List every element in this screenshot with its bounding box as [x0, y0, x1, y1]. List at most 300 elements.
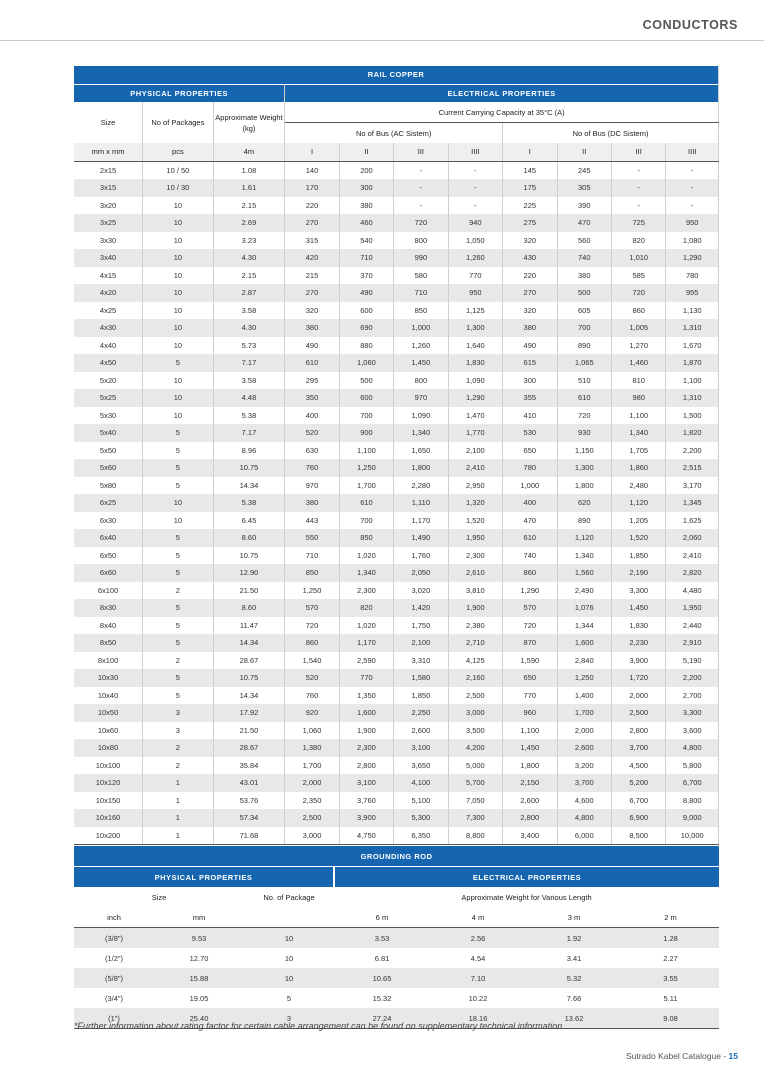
table-cell: 1,290: [666, 249, 719, 267]
table-cell: 2,600: [394, 722, 448, 740]
table-cell: 6,700: [666, 774, 719, 792]
table-cell: -: [666, 197, 719, 215]
table-cell: 53.76: [213, 792, 285, 810]
table-cell: 1,705: [611, 442, 665, 460]
table-cell: 200: [339, 161, 393, 179]
table-cell: 2,600: [503, 792, 557, 810]
table-cell: 14.34: [213, 477, 285, 495]
table-cell: 420: [285, 249, 339, 267]
table-row: [74, 319, 719, 337]
table-cell: 1,340: [611, 424, 665, 442]
table-row: [74, 161, 719, 179]
unit-header: III: [394, 143, 448, 161]
table-cell: 17.92: [213, 704, 285, 722]
table-cell: 630: [285, 442, 339, 460]
table-cell: 2,380: [448, 617, 502, 635]
table-cell: 1,170: [339, 634, 393, 652]
table-cell: 4x20: [74, 284, 143, 302]
table-cell: 1,800: [394, 459, 448, 477]
table-cell: 3.23: [213, 232, 285, 250]
table-cell: 1,830: [611, 617, 665, 635]
table-cell: 9,000: [666, 809, 719, 827]
table-cell: 443: [285, 512, 339, 530]
table-cell: 1,700: [557, 704, 611, 722]
table-cell: 1,820: [666, 424, 719, 442]
table-cell: 3,200: [557, 757, 611, 775]
table-cell: 5,100: [394, 792, 448, 810]
table-cell: 5,700: [448, 774, 502, 792]
table-cell: 6.45: [213, 512, 285, 530]
table-cell: 950: [666, 214, 719, 232]
table-cell: 1,860: [611, 459, 665, 477]
table-cell: 8,800: [448, 827, 502, 845]
table-cell: 900: [339, 424, 393, 442]
table-row: [74, 599, 719, 617]
table-cell: 3,900: [611, 652, 665, 670]
table-cell: 610: [557, 389, 611, 407]
table-cell: 7.66: [566, 993, 582, 1003]
table-cell: 1,290: [503, 582, 557, 600]
table-cell: 1,450: [503, 739, 557, 757]
table-cell: 175: [503, 179, 557, 197]
table-row: [74, 442, 719, 460]
table-cell: 13.62: [526, 1008, 622, 1029]
table-cell: 3x15: [74, 179, 143, 197]
table-row: [74, 197, 719, 215]
table-cell: 1,130: [666, 302, 719, 320]
table-row: [74, 267, 719, 285]
table-cell: 860: [611, 302, 665, 320]
table-cell: 570: [285, 599, 339, 617]
table-cell: 2,280: [394, 477, 448, 495]
table-cell: 5: [143, 442, 214, 460]
table-cell: 410: [503, 407, 557, 425]
table-cell: 12.90: [213, 564, 285, 582]
table-cell: 10: [143, 337, 214, 355]
table-cell: 5: [143, 687, 214, 705]
table-cell: 1,090: [394, 407, 448, 425]
table-row: [74, 407, 719, 425]
table-cell: 320: [503, 232, 557, 250]
table-cell: 600: [339, 302, 393, 320]
table-cell: 5: [143, 669, 214, 687]
table-row: [74, 354, 719, 372]
table-row: [74, 477, 719, 495]
table-row: [74, 774, 719, 792]
table-cell: 3,020: [394, 582, 448, 600]
table-cell: 380: [503, 319, 557, 337]
footer-separator: -: [723, 1051, 727, 1061]
unit-header: 2 m: [622, 907, 719, 928]
table-cell: 5.73: [213, 337, 285, 355]
table-cell: 10 / 50: [143, 161, 214, 179]
table-cell: 570: [503, 599, 557, 617]
unit-header: mm: [154, 907, 244, 928]
unit-header: [244, 907, 334, 928]
table-cell: 1,250: [339, 459, 393, 477]
table-cell: 3,100: [394, 739, 448, 757]
table-cell: 5,190: [666, 652, 719, 670]
table-cell: 4,800: [557, 809, 611, 827]
table-row: [74, 249, 719, 267]
table-row: [74, 214, 719, 232]
table-cell: 270: [503, 284, 557, 302]
table-cell: 2: [143, 582, 214, 600]
table-cell: 520: [285, 424, 339, 442]
table-cell: -: [611, 161, 665, 179]
grounding-rod-table: [74, 846, 719, 1029]
table-cell: 10.75: [213, 669, 285, 687]
table-cell: 2,230: [611, 634, 665, 652]
table-cell: 2,950: [448, 477, 502, 495]
table-cell: 10: [143, 249, 214, 267]
table-cell: 1,310: [666, 389, 719, 407]
table-cell: 71.68: [213, 827, 285, 845]
table-cell: 1,260: [394, 337, 448, 355]
table-cell: -: [666, 161, 719, 179]
table-cell: 470: [503, 512, 557, 530]
table-cell: 470: [557, 214, 611, 232]
table-cell: 6x25: [74, 494, 143, 512]
table-cell: 5: [143, 529, 214, 547]
table-cell: 725: [611, 214, 665, 232]
table-cell: 1.28: [622, 928, 719, 949]
table-cell: 1,640: [448, 337, 502, 355]
table-row: [74, 617, 719, 635]
table-row: [74, 792, 719, 810]
table-cell: 1,500: [666, 407, 719, 425]
table-cell: 355: [503, 389, 557, 407]
table-cell: 610: [285, 354, 339, 372]
table-cell: 5,300: [394, 809, 448, 827]
table-cell: 800: [394, 232, 448, 250]
table-cell: 3x20: [74, 197, 143, 215]
table-cell: 2,160: [448, 669, 502, 687]
table-cell: 4,500: [611, 757, 665, 775]
table-cell: 1,340: [339, 564, 393, 582]
table-cell: 890: [557, 337, 611, 355]
table-cell: 18.16: [430, 1008, 526, 1029]
dc-system-caption: No of Bus (DC Sistem): [503, 123, 719, 144]
table-cell: 3,000: [448, 704, 502, 722]
table-cell: 270: [285, 214, 339, 232]
table-cell: 720: [394, 214, 448, 232]
table-cell: 1,770: [448, 424, 502, 442]
table-cell: 1,080: [666, 232, 719, 250]
table-cell: 4,125: [448, 652, 502, 670]
table-cell: 1,625: [666, 512, 719, 530]
table-cell: 10.75: [213, 459, 285, 477]
table-cell: 10: [284, 953, 294, 963]
table-cell: 315: [285, 232, 339, 250]
table-cell: 550: [285, 529, 339, 547]
table-cell: 1,250: [557, 669, 611, 687]
table-cell: 1,100: [611, 407, 665, 425]
table-cell: 1,340: [394, 424, 448, 442]
table-cell: 225: [503, 197, 557, 215]
table-cell: 10: [143, 214, 214, 232]
table-cell: 1,076: [557, 599, 611, 617]
table-cell: 6,000: [557, 827, 611, 845]
table-cell: 1,830: [448, 354, 502, 372]
table-cell: 5,000: [448, 757, 502, 775]
ground-col-package-header: No. of Package: [244, 887, 334, 907]
table-cell: 3,000: [285, 827, 339, 845]
table-cell: 850: [285, 564, 339, 582]
table-cell: 2.15: [213, 267, 285, 285]
table-cell: 2,000: [557, 722, 611, 740]
table-cell: 1,090: [448, 372, 502, 390]
table-cell: 8x50: [74, 634, 143, 652]
table-row: [74, 948, 719, 968]
table-cell: 390: [557, 197, 611, 215]
ac-system-caption: No of Bus (AC Sistem): [285, 123, 503, 144]
table-cell: 1,600: [557, 634, 611, 652]
table-cell: 560: [557, 232, 611, 250]
table-cell: 1,290: [448, 389, 502, 407]
table-cell: 1,760: [394, 547, 448, 565]
table-cell: 6x30: [74, 512, 143, 530]
table-cell: 14.34: [213, 687, 285, 705]
table-cell: 4x40: [74, 337, 143, 355]
table-cell: 10 / 30: [143, 179, 214, 197]
table-cell: 2,200: [666, 669, 719, 687]
table-cell: 9.53: [154, 928, 244, 949]
table-cell: 490: [503, 337, 557, 355]
table-cell: 2,350: [285, 792, 339, 810]
units-row: [74, 143, 719, 161]
table-cell: 1: [143, 792, 214, 810]
table-cell: 5.32: [526, 968, 622, 988]
table-cell: 7,300: [448, 809, 502, 827]
table-cell: 2,190: [611, 564, 665, 582]
table-cell: 940: [448, 214, 502, 232]
table-cell: 11.47: [213, 617, 285, 635]
table-cell: 1,205: [611, 512, 665, 530]
table-cell: -: [611, 179, 665, 197]
table-cell: 710: [339, 249, 393, 267]
table-cell: 2,490: [557, 582, 611, 600]
table-cell: 3,400: [503, 827, 557, 845]
table-cell: 2.15: [213, 197, 285, 215]
unit-header: I: [285, 143, 339, 161]
unit-header: IIII: [666, 143, 719, 161]
table-cell: -: [611, 197, 665, 215]
table-cell: 1,720: [611, 669, 665, 687]
table-cell: 3.58: [213, 302, 285, 320]
table-cell: 220: [503, 267, 557, 285]
table-cell: 5x80: [74, 477, 143, 495]
table-cell: 25.40: [154, 1008, 244, 1029]
table-cell: 720: [285, 617, 339, 635]
table-cell: 12.70: [189, 953, 209, 963]
table-cell: 4,200: [448, 739, 502, 757]
table-cell: -: [448, 179, 502, 197]
table-cell: 4,100: [394, 774, 448, 792]
table-cell: 2,300: [339, 739, 393, 757]
table-cell: 1,470: [448, 407, 502, 425]
table-cell: 400: [285, 407, 339, 425]
table-cell: 305: [557, 179, 611, 197]
table-cell: 5: [143, 599, 214, 617]
table-cell: 720: [557, 407, 611, 425]
table-cell: 770: [339, 669, 393, 687]
table-cell: 10x120: [74, 774, 143, 792]
table-cell: (1"): [74, 1008, 154, 1029]
table-cell: 1,110: [394, 494, 448, 512]
table-cell: 1,300: [557, 459, 611, 477]
table-cell: 3x30: [74, 232, 143, 250]
table-row: [74, 424, 719, 442]
table-row: [74, 179, 719, 197]
table-cell: 380: [285, 494, 339, 512]
table-cell: 7.17: [213, 424, 285, 442]
table-cell: 35.84: [213, 757, 285, 775]
table-cell: 8,500: [611, 827, 665, 845]
table-cell: 300: [503, 372, 557, 390]
table-cell: 1,850: [394, 687, 448, 705]
table-cell: 1,450: [394, 354, 448, 372]
table-cell: 8x30: [74, 599, 143, 617]
table-cell: 2: [143, 652, 214, 670]
table-cell: 10: [143, 267, 214, 285]
table-cell: 5x30: [74, 407, 143, 425]
table-cell: 5: [143, 547, 214, 565]
table-cell: 5: [143, 459, 214, 477]
table-cell: 3.58: [213, 372, 285, 390]
table-cell: 10x50: [74, 704, 143, 722]
table-cell: 1.61: [213, 179, 285, 197]
table-cell: 145: [503, 161, 557, 179]
table-cell: 9.08: [622, 1008, 719, 1029]
table-cell: 10: [143, 494, 214, 512]
table-cell: 6x40: [74, 529, 143, 547]
table-cell: 800: [394, 372, 448, 390]
table-cell: 295: [285, 372, 339, 390]
table-cell: 215: [285, 267, 339, 285]
table-cell: 3,170: [666, 477, 719, 495]
table-cell: 3,700: [611, 739, 665, 757]
unit-header: mm x mm: [74, 143, 143, 161]
table-cell: 4.48: [213, 389, 285, 407]
table-cell: 5: [143, 477, 214, 495]
table-cell: 740: [503, 547, 557, 565]
table-cell: 4.54: [470, 953, 486, 963]
table-row: [74, 652, 719, 670]
table-cell: 700: [557, 319, 611, 337]
table-cell: 1: [143, 809, 214, 827]
table-cell: 2,150: [503, 774, 557, 792]
table-cell: 10x30: [74, 669, 143, 687]
table-cell: 2,840: [557, 652, 611, 670]
table-cell: (3/4"): [104, 993, 124, 1003]
table-cell: 15.32: [372, 993, 392, 1003]
table-cell: 870: [503, 634, 557, 652]
table-cell: 1,460: [611, 354, 665, 372]
table-row: [74, 389, 719, 407]
table-cell: 10x40: [74, 687, 143, 705]
table-cell: 2,800: [503, 809, 557, 827]
table-cell: 700: [339, 407, 393, 425]
table-cell: 2,250: [394, 704, 448, 722]
table-cell: 220: [285, 197, 339, 215]
ground-col-size-header: Size: [74, 887, 244, 907]
table-cell: 3,300: [611, 582, 665, 600]
unit-header: IIII: [448, 143, 502, 161]
table-cell: (5/8"): [74, 968, 154, 988]
table-cell: 3.55: [622, 968, 719, 988]
table-cell: 5: [286, 993, 292, 1003]
table-cell: 3.41: [566, 953, 582, 963]
col-packages-header: No of Packages: [143, 102, 214, 143]
table-cell: 21.50: [213, 582, 285, 600]
table-cell: 1,120: [557, 529, 611, 547]
table-row: [74, 669, 719, 687]
table-cell: 2,820: [666, 564, 719, 582]
table-cell: 10x200: [74, 827, 143, 845]
table-cell: 760: [285, 459, 339, 477]
table-cell: 1,060: [339, 354, 393, 372]
footnote: *Further information about rating factor for certain cable arrangement can be found on supplementary technical information: [74, 1021, 563, 1031]
table-cell: 10x100: [74, 757, 143, 775]
table-row: [74, 582, 719, 600]
table-cell: 610: [339, 494, 393, 512]
col-weight-header: Approximate Weight (kg): [213, 102, 285, 143]
weight-caption: Approximate Weight for Various Length: [334, 887, 719, 907]
table-cell: 770: [503, 687, 557, 705]
table-cell: 2,800: [611, 722, 665, 740]
table-cell: 1,850: [611, 547, 665, 565]
table-cell: -: [394, 161, 448, 179]
table-cell: 1,520: [611, 529, 665, 547]
table-cell: 4.30: [213, 319, 285, 337]
table-cell: 10: [143, 197, 214, 215]
rail-copper-table: [74, 66, 719, 845]
table-cell: 1,490: [394, 529, 448, 547]
table-cell: 520: [285, 669, 339, 687]
table-cell: 1,170: [394, 512, 448, 530]
table-cell: 980: [611, 389, 665, 407]
table-cell: 1,450: [611, 599, 665, 617]
table-cell: 605: [557, 302, 611, 320]
table-row: [74, 547, 719, 565]
table-cell: 6,350: [394, 827, 448, 845]
table-cell: 2,000: [285, 774, 339, 792]
table-cell: 2,480: [611, 477, 665, 495]
table-cell: 710: [285, 547, 339, 565]
table-cell: 1,060: [285, 722, 339, 740]
table-cell: 3,300: [666, 704, 719, 722]
table-cell: 970: [394, 389, 448, 407]
table-cell: 1,345: [666, 494, 719, 512]
table-cell: 1,950: [448, 529, 502, 547]
table-cell: 10: [143, 389, 214, 407]
table-cell: 400: [503, 494, 557, 512]
table-cell: 580: [394, 267, 448, 285]
table-cell: 2,000: [611, 687, 665, 705]
table-row: [74, 494, 719, 512]
table-cell: 350: [285, 389, 339, 407]
table-cell: 2,300: [339, 582, 393, 600]
table-cell: 380: [285, 319, 339, 337]
table-cell: 770: [448, 267, 502, 285]
table-cell: 5,200: [611, 774, 665, 792]
table-row: [74, 704, 719, 722]
table-cell: 490: [285, 337, 339, 355]
table-row: [74, 337, 719, 355]
table-cell: 690: [339, 319, 393, 337]
table-cell: 1: [143, 827, 214, 845]
